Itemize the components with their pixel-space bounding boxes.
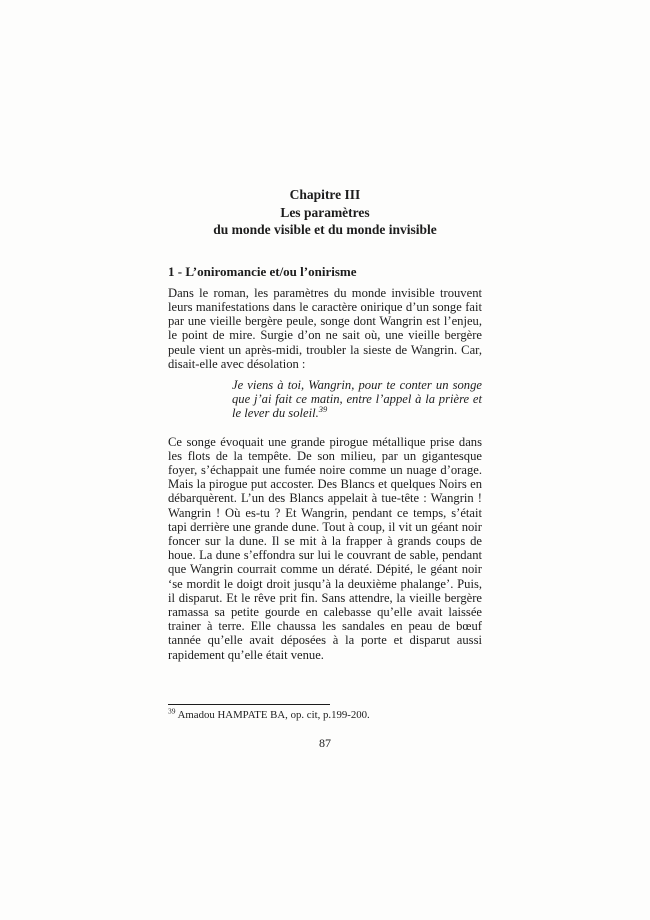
section-heading: 1 - L’oniromancie et/ou l’onirisme xyxy=(168,263,357,279)
chapter-title xyxy=(168,186,482,239)
footnote-area xyxy=(168,704,482,722)
quote-block xyxy=(232,378,482,421)
chapter-title-line-2: Les paramètres xyxy=(280,204,370,220)
paragraph-2: Ce songe évoquait une grande pirogue métallique prise dans les flots de la tempête. De son milieu, par un gigantesque foyer, s’échappait une fumée noire comme un nuage d’orage. Mais la pirogue put accoster. Des Blancs et quelques Noirs en débarquèrent. L’un des Blancs appelait à tue-tête : Wangrin ! Wangrin ! Où es-tu ? Et Wangrin, pendant ce temps, s’était tapi derrière une grande dune. Tout à coup, il vit un géant noir foncer sur la dune. Il se mit à la frapper à grands coups de houe. La dune s’effondra sur lui le couvrant de sable, pendant que Wangrin courrait comme un dératé. Dépité, le géant noir ‘se mordit le doigt droit jusqu’à la deuxième phalange’. Puis, il disparut. Et le rêve prit fin. Sans attendre, la vieille bergère ramassa sa petite gourde en calebasse qu’elle avait laissée trainer à terre. Elle chaussa les sandales en peau de bœuf tannée qu’elle avait déposées à la porte et disparut aussi rapidement qu’elle était venue. xyxy=(168,434,482,662)
quote-text: Je viens à toi, Wangrin, pour te conter un songe que j’ai fait ce matin, entre l’appel à la prière et le lever du soleil. xyxy=(232,377,482,421)
page-number: 87 xyxy=(319,736,331,750)
quote-footnote-ref: 39 xyxy=(318,404,328,415)
footnote xyxy=(168,706,482,722)
paragraph-1: Dans le roman, les paramètres du monde invisible trouvent leurs manifestations dans le caractère onirique d’un songe fait par une vieille bergère peule, songe dont Wangrin est l’enjeu, le point de mire. Surgie d’on ne sait où, une vieille bergère peule vient un après-midi, troubler la sieste de Wangrin. Car, disait-elle avec désolation : xyxy=(168,285,482,371)
chapter-title-line-1: Chapitre III xyxy=(289,187,361,202)
footnote-ref: 39 xyxy=(168,706,176,716)
footnote-citation: Amadou HAMPATE BA, op. cit, p.199-200. xyxy=(175,709,370,721)
footnote-rule xyxy=(168,704,330,705)
text-block xyxy=(168,186,482,662)
chapter-title-line-3: du monde visible et du monde invisible xyxy=(213,222,437,237)
